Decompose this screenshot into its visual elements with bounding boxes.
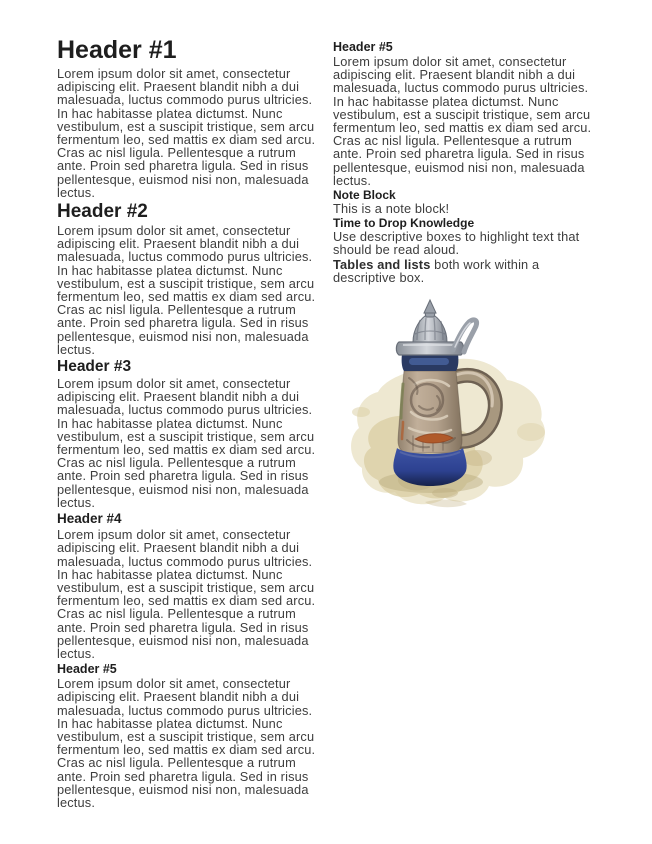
heading-4: Header #4 <box>57 511 122 527</box>
body-paragraph: Lorem ipsum dolor sit amet, consectetur adipiscing elit. Praesent blandit nibh a dui malesuada, luctus commodo purus ultricies. In hac habitasse platea dictumst. Nunc vestibulum, est a suscipit tristique, sem arcu fermentum leo, sed mattis ex diam sed arcu. Cras ac nisl ligula. Pellentesque a rutrum ante. Proin sed pharetra ligula. Sed in risus pellentesque, euismod nisi non, malesuada lectus. <box>57 376 316 510</box>
body-paragraph: Lorem ipsum dolor sit amet, consectetur adipiscing elit. Praesent blandit nibh a dui malesuada, luctus commodo purus ultricies. In hac habitasse platea dictumst. Nunc vestibulum, est a suscipit tristique, sem arcu fermentum leo, sed mattis ex diam sed arcu. Cras ac nisl ligula. Pellentesque a rutrum ante. Proin sed pharetra ligula. Sed in risus pellentesque, euismod nisi non, malesuada lectus. <box>57 223 316 357</box>
body-paragraph: Lorem ipsum dolor sit amet, consectetur adipiscing elit. Praesent blandit nibh a dui malesuada, luctus commodo purus ultricies. In hac habitasse platea dictumst. Nunc vestibulum, est a suscipit tristique, sem arcu fermentum leo, sed mattis ex diam sed arcu. Cras ac nisl ligula. Pellentesque a rutrum ante. Proin sed pharetra ligula. Sed in risus pellentesque, euismod nisi non, malesuada lectus. <box>57 66 316 200</box>
lid-finial <box>424 300 436 317</box>
body-paragraph: Lorem ipsum dolor sit amet, consectetur adipiscing elit. Praesent blandit nibh a dui malesuada, luctus commodo purus ultricies. In hac habitasse platea dictumst. Nunc vestibulum, est a suscipit tristique, sem arcu fermentum leo, sed mattis ex diam sed arcu. Cras ac nisl ligula. Pellentesque a rutrum ante. Proin sed pharetra ligula. Sed in risus pellentesque, euismod nisi non, malesuada lectus. <box>57 676 316 810</box>
heading-2: Header #2 <box>57 201 148 223</box>
knowledge-label: Time to Drop Knowledge <box>333 216 475 231</box>
heading-3: Header #3 <box>57 358 132 376</box>
thumb-lever <box>453 320 477 352</box>
heading-5-right: Header #5 <box>333 40 393 54</box>
body-paragraph: Lorem ipsum dolor sit amet, consectetur adipiscing elit. Praesent blandit nibh a dui malesuada, luctus commodo purus ultricies. In hac habitasse platea dictumst. Nunc vestibulum, est a suscipit tristique, sem arcu fermentum leo, sed mattis ex diam sed arcu. Cras ac nisl ligula. Pellentesque a rutrum ante. Proin sed pharetra ligula. Sed in risus pellentesque, euismod nisi non, malesuada lectus. <box>57 527 316 661</box>
heading-1: Header #1 <box>57 36 177 64</box>
body-paragraph: Lorem ipsum dolor sit amet, consectetur adipiscing elit. Praesent blandit nibh a dui malesuada, luctus commodo purus ultricies. In hac habitasse platea dictumst. Nunc vestibulum, est a suscipit tristique, sem arcu fermentum leo, sed mattis ex diam sed arcu. Cras ac nisl ligula. Pellentesque a rutrum ante. Proin sed pharetra ligula. Sed in risus pellentesque, euismod nisi non, malesuada lectus. <box>333 54 592 188</box>
stein-lid <box>396 300 476 355</box>
stein-neck-band <box>402 354 459 371</box>
stein-body <box>398 371 462 453</box>
splash-spot <box>517 423 545 441</box>
knowledge-text: Use descriptive boxes to highlight text that should be read aloud. <box>333 229 580 258</box>
tables-lists-rest: both work within a descriptive box. <box>333 256 540 285</box>
left-column <box>57 36 321 810</box>
tables-lists-paragraph <box>333 258 600 284</box>
note-block-text: This is a note block! <box>333 201 450 217</box>
tables-lists-bold-lead: Tables and lists <box>333 256 431 272</box>
heading-5-left: Header #5 <box>57 662 117 677</box>
splash-spot <box>352 407 370 417</box>
beer-stein-illustration <box>345 292 557 514</box>
right-column <box>333 36 600 285</box>
note-block-label: Note Block <box>333 188 396 203</box>
